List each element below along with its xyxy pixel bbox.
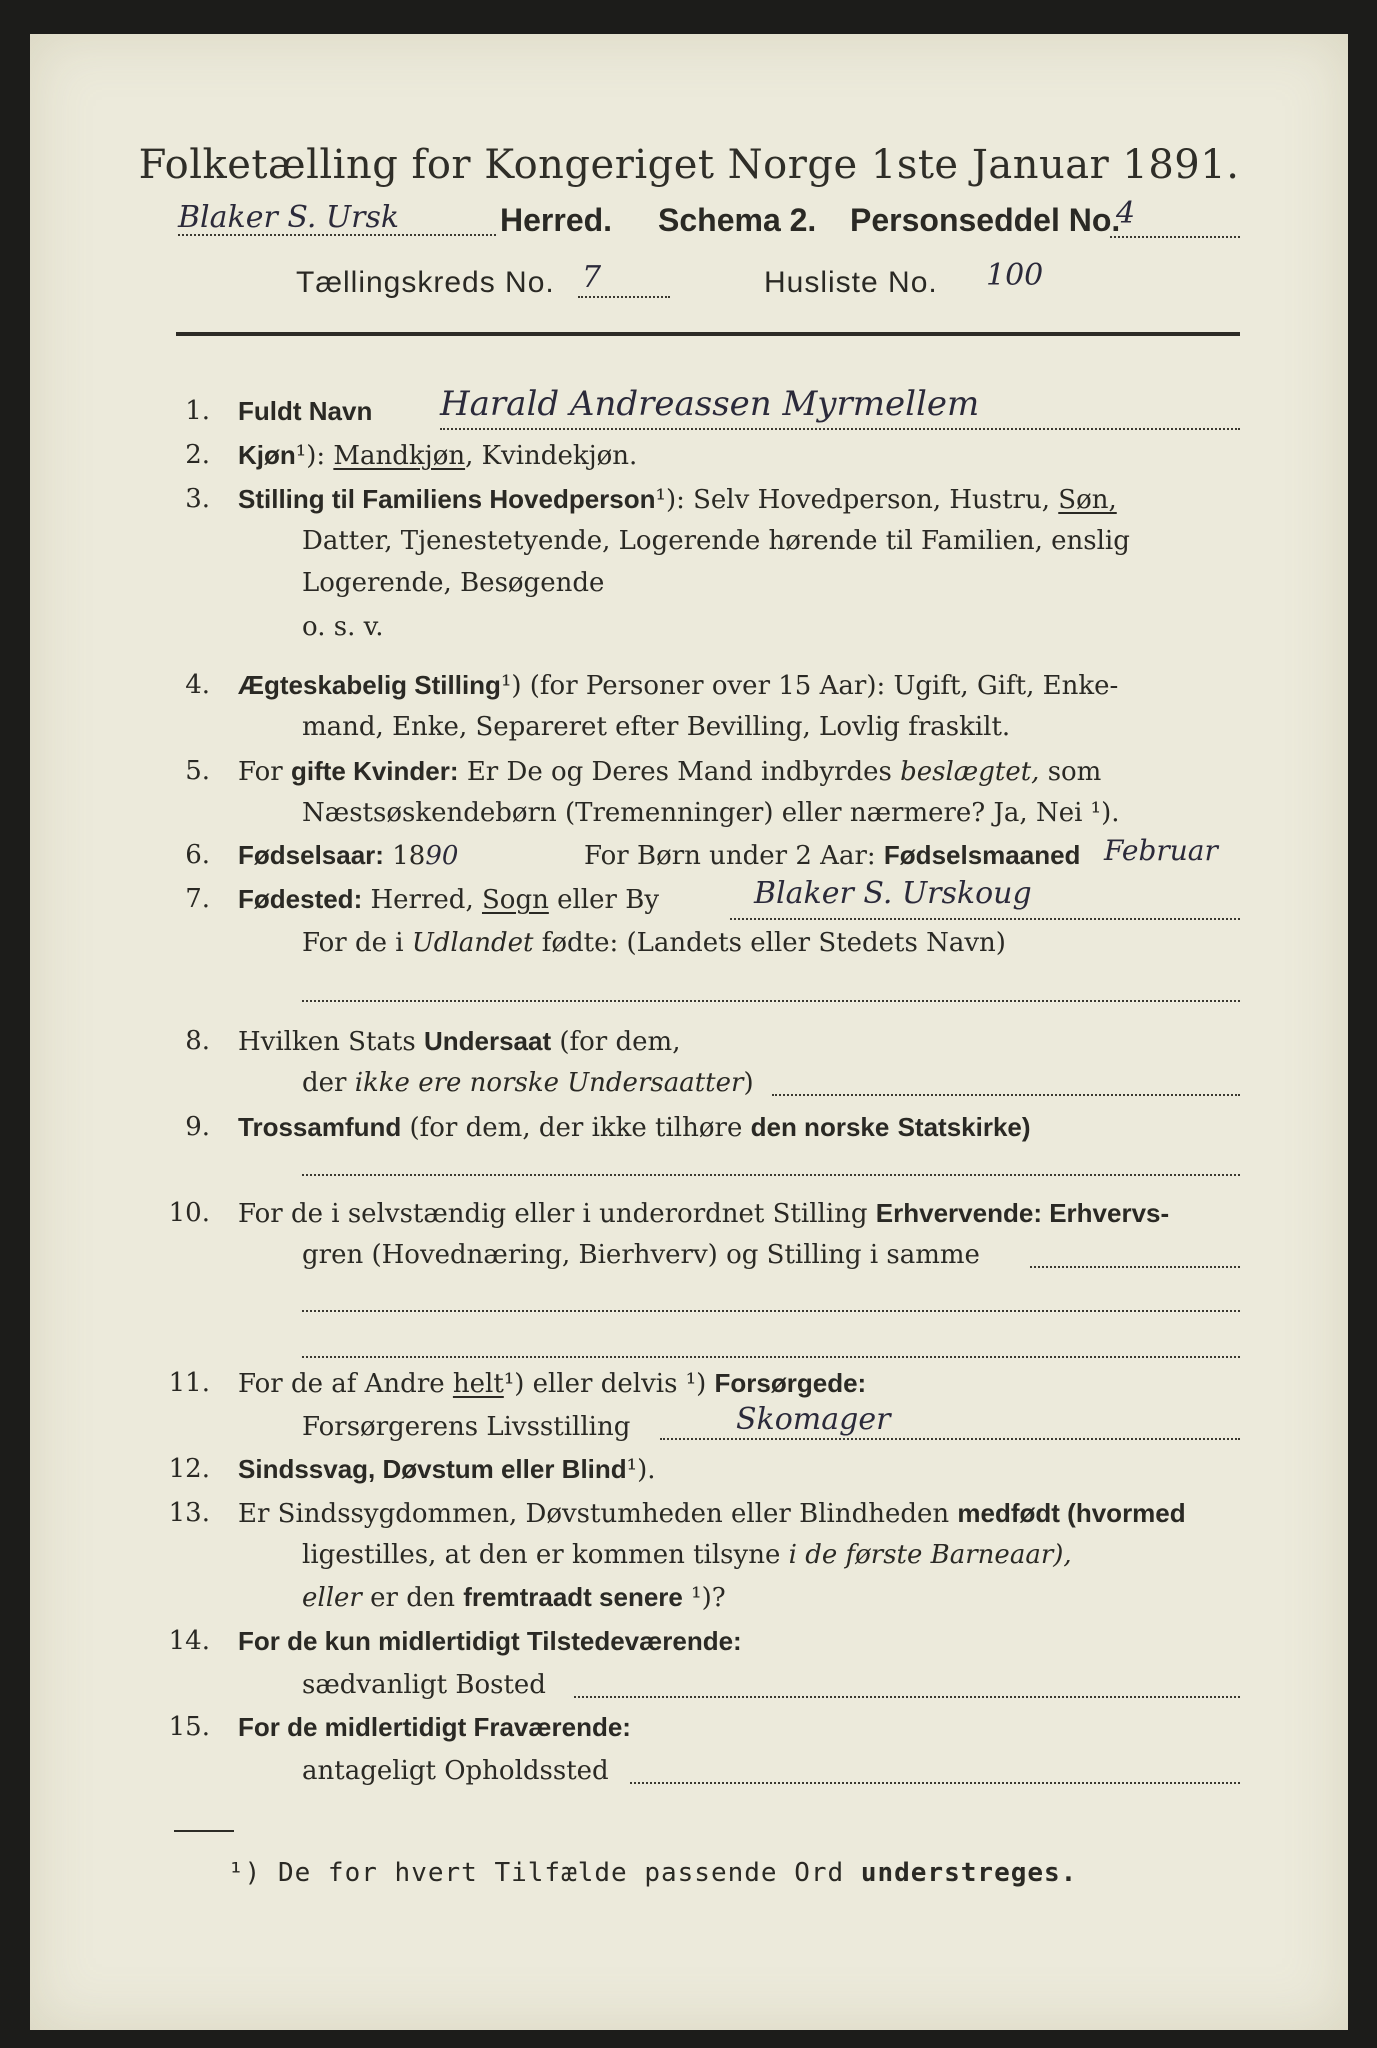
q11-line2: Forsørgerens Livsstilling — [302, 1412, 631, 1442]
q9-line1: Trossamfund (for dem, der ikke tilhøre den norske Statskirke) — [238, 1112, 1031, 1143]
q11-line — [660, 1438, 1240, 1440]
q10-blank-line-2 — [302, 1356, 1240, 1358]
q7-line1: Fødested: Herred, Sogn eller By — [238, 884, 660, 915]
herred-label: Herred. — [500, 202, 613, 238]
q2-selected-mandkjon: Mandkjøn — [333, 441, 466, 471]
q3-line4: o. s. v. — [302, 612, 384, 642]
q13-number: 13. — [168, 1498, 210, 1528]
footnote: ¹) De for hvert Tilfælde passende Ord understreges. — [228, 1858, 1078, 1888]
q10-line2: gren (Hovednæring, Bierhverv) og Stilling i samme — [302, 1240, 980, 1270]
herred-line — [178, 234, 496, 236]
q4-line1: Ægteskabelig Stilling¹) (for Personer over 15 Aar): Ugift, Gift, Enke- — [238, 670, 1119, 701]
q3-line1: Stilling til Familiens Hovedperson¹): Selv Hovedperson, Hustru, Søn, — [238, 484, 1117, 515]
q3-selected-son: Søn, — [1058, 485, 1117, 515]
q7-value: Blaker S. Urskoug — [754, 876, 1032, 911]
q12-line: Sindssvag, Døvstum eller Blind¹). — [238, 1454, 656, 1485]
personseddel-line — [1110, 236, 1240, 238]
q10-blank-line-1 — [302, 1310, 1240, 1312]
kreds-value: 7 — [582, 260, 602, 295]
q7-number: 7. — [185, 884, 210, 914]
q11-line1: For de af Andre helt¹) eller delvis ¹) Forsørgede: — [238, 1368, 867, 1399]
footnote-rule — [174, 1830, 234, 1832]
husliste-value: 100 — [986, 258, 1044, 293]
q13-line2: ligestilles, at den er kommen tilsyne i de første Barneaar), — [302, 1540, 1072, 1570]
q7-line2: For de i Udlandet fødte: (Landets eller Stedets Navn) — [302, 928, 1006, 958]
q15-number: 15. — [168, 1712, 210, 1742]
q1-number: 1. — [185, 396, 210, 426]
q6-line: Fødselsaar: 1890 — [238, 840, 459, 871]
q13-line1: Er Sindssygdommen, Døvstumheden eller Blindheden medfødt (hvormed — [238, 1498, 1186, 1529]
q7-blank-line — [302, 1000, 1240, 1002]
q1-label: Fuldt Navn — [238, 396, 373, 426]
q15-label: For de midlertidigt Fraværende: — [238, 1712, 631, 1742]
q14-line — [574, 1696, 1240, 1698]
q6-month-value: Februar — [1104, 834, 1218, 867]
census-form-page — [30, 34, 1348, 2030]
q5-number: 5. — [185, 756, 210, 786]
herred-value: Blaker S. Ursk — [178, 200, 400, 235]
q9-number: 9. — [185, 1112, 210, 1142]
kreds-label: Tællingskreds No. — [296, 266, 555, 299]
personseddel-label: Personseddel No. — [850, 202, 1121, 238]
q15-line2: antageligt Opholdssted — [302, 1756, 609, 1786]
q12-number: 12. — [168, 1454, 210, 1484]
q2-text: Kjøn¹): Mandkjøn, Kvindekjøn. — [238, 440, 638, 471]
q13-line3: eller er den fremtraadt senere ¹)? — [302, 1582, 726, 1613]
q7-line — [730, 918, 1240, 920]
q8-line2: der ikke ere norske Undersaatter) — [302, 1068, 754, 1098]
q14-number: 14. — [168, 1626, 210, 1656]
q8-line1: Hvilken Stats Undersaat (for dem, — [238, 1026, 681, 1057]
q6-mid: For Børn under 2 Aar: Fødselsmaaned — [584, 840, 1081, 871]
q2-number: 2. — [185, 440, 210, 470]
q9-blank-line — [302, 1174, 1240, 1176]
q11-number: 11. — [168, 1368, 210, 1398]
q8-number: 8. — [185, 1026, 210, 1056]
q6-number: 6. — [185, 840, 210, 870]
q10-line — [1030, 1266, 1240, 1268]
kreds-line — [578, 296, 670, 298]
q14-line2: sædvanligt Bosted — [302, 1670, 546, 1700]
q6-year-value: 90 — [425, 841, 459, 871]
q5-line1: For gifte Kvinder: Er De og Deres Mand indbyrdes beslægtet, som — [238, 756, 1102, 787]
personseddel-value: 4 — [1116, 196, 1136, 231]
husliste-label: Husliste No. — [764, 266, 938, 299]
form-title: Folketælling for Kongeriget Norge 1ste Januar 1891. — [138, 142, 1240, 188]
q5-line2: Næstsøskendebørn (Tremenninger) eller nærmere? Ja, Nei ¹). — [302, 798, 1120, 828]
q10-line1: For de i selvstændig eller i underordnet Stilling Erhvervende: Erhvervs- — [238, 1198, 1170, 1229]
q3-number: 3. — [185, 484, 210, 514]
q11-selected-helt: helt — [452, 1369, 504, 1399]
q3-line2: Datter, Tjenestetyende, Logerende hørende til Familien, enslig — [302, 526, 1130, 556]
q1-value: Harald Andreassen Myrmellem — [440, 384, 980, 424]
q14-label: For de kun midlertidigt Tilstedeværende: — [238, 1626, 742, 1656]
q4-line2: mand, Enke, Separeret efter Bevilling, Lovlig fraskilt. — [302, 712, 1011, 742]
schema-label: Schema 2. — [658, 202, 817, 238]
header-divider — [176, 332, 1240, 336]
q11-value: Skomager — [736, 1402, 891, 1437]
q15-line — [630, 1782, 1240, 1784]
q1-line — [440, 428, 1240, 430]
q7-selected-sogn: Sogn — [481, 885, 549, 915]
q4-number: 4. — [185, 670, 210, 700]
q8-line — [772, 1094, 1240, 1096]
q10-number: 10. — [168, 1198, 210, 1228]
q3-line3: Logerende, Besøgende — [302, 568, 605, 598]
